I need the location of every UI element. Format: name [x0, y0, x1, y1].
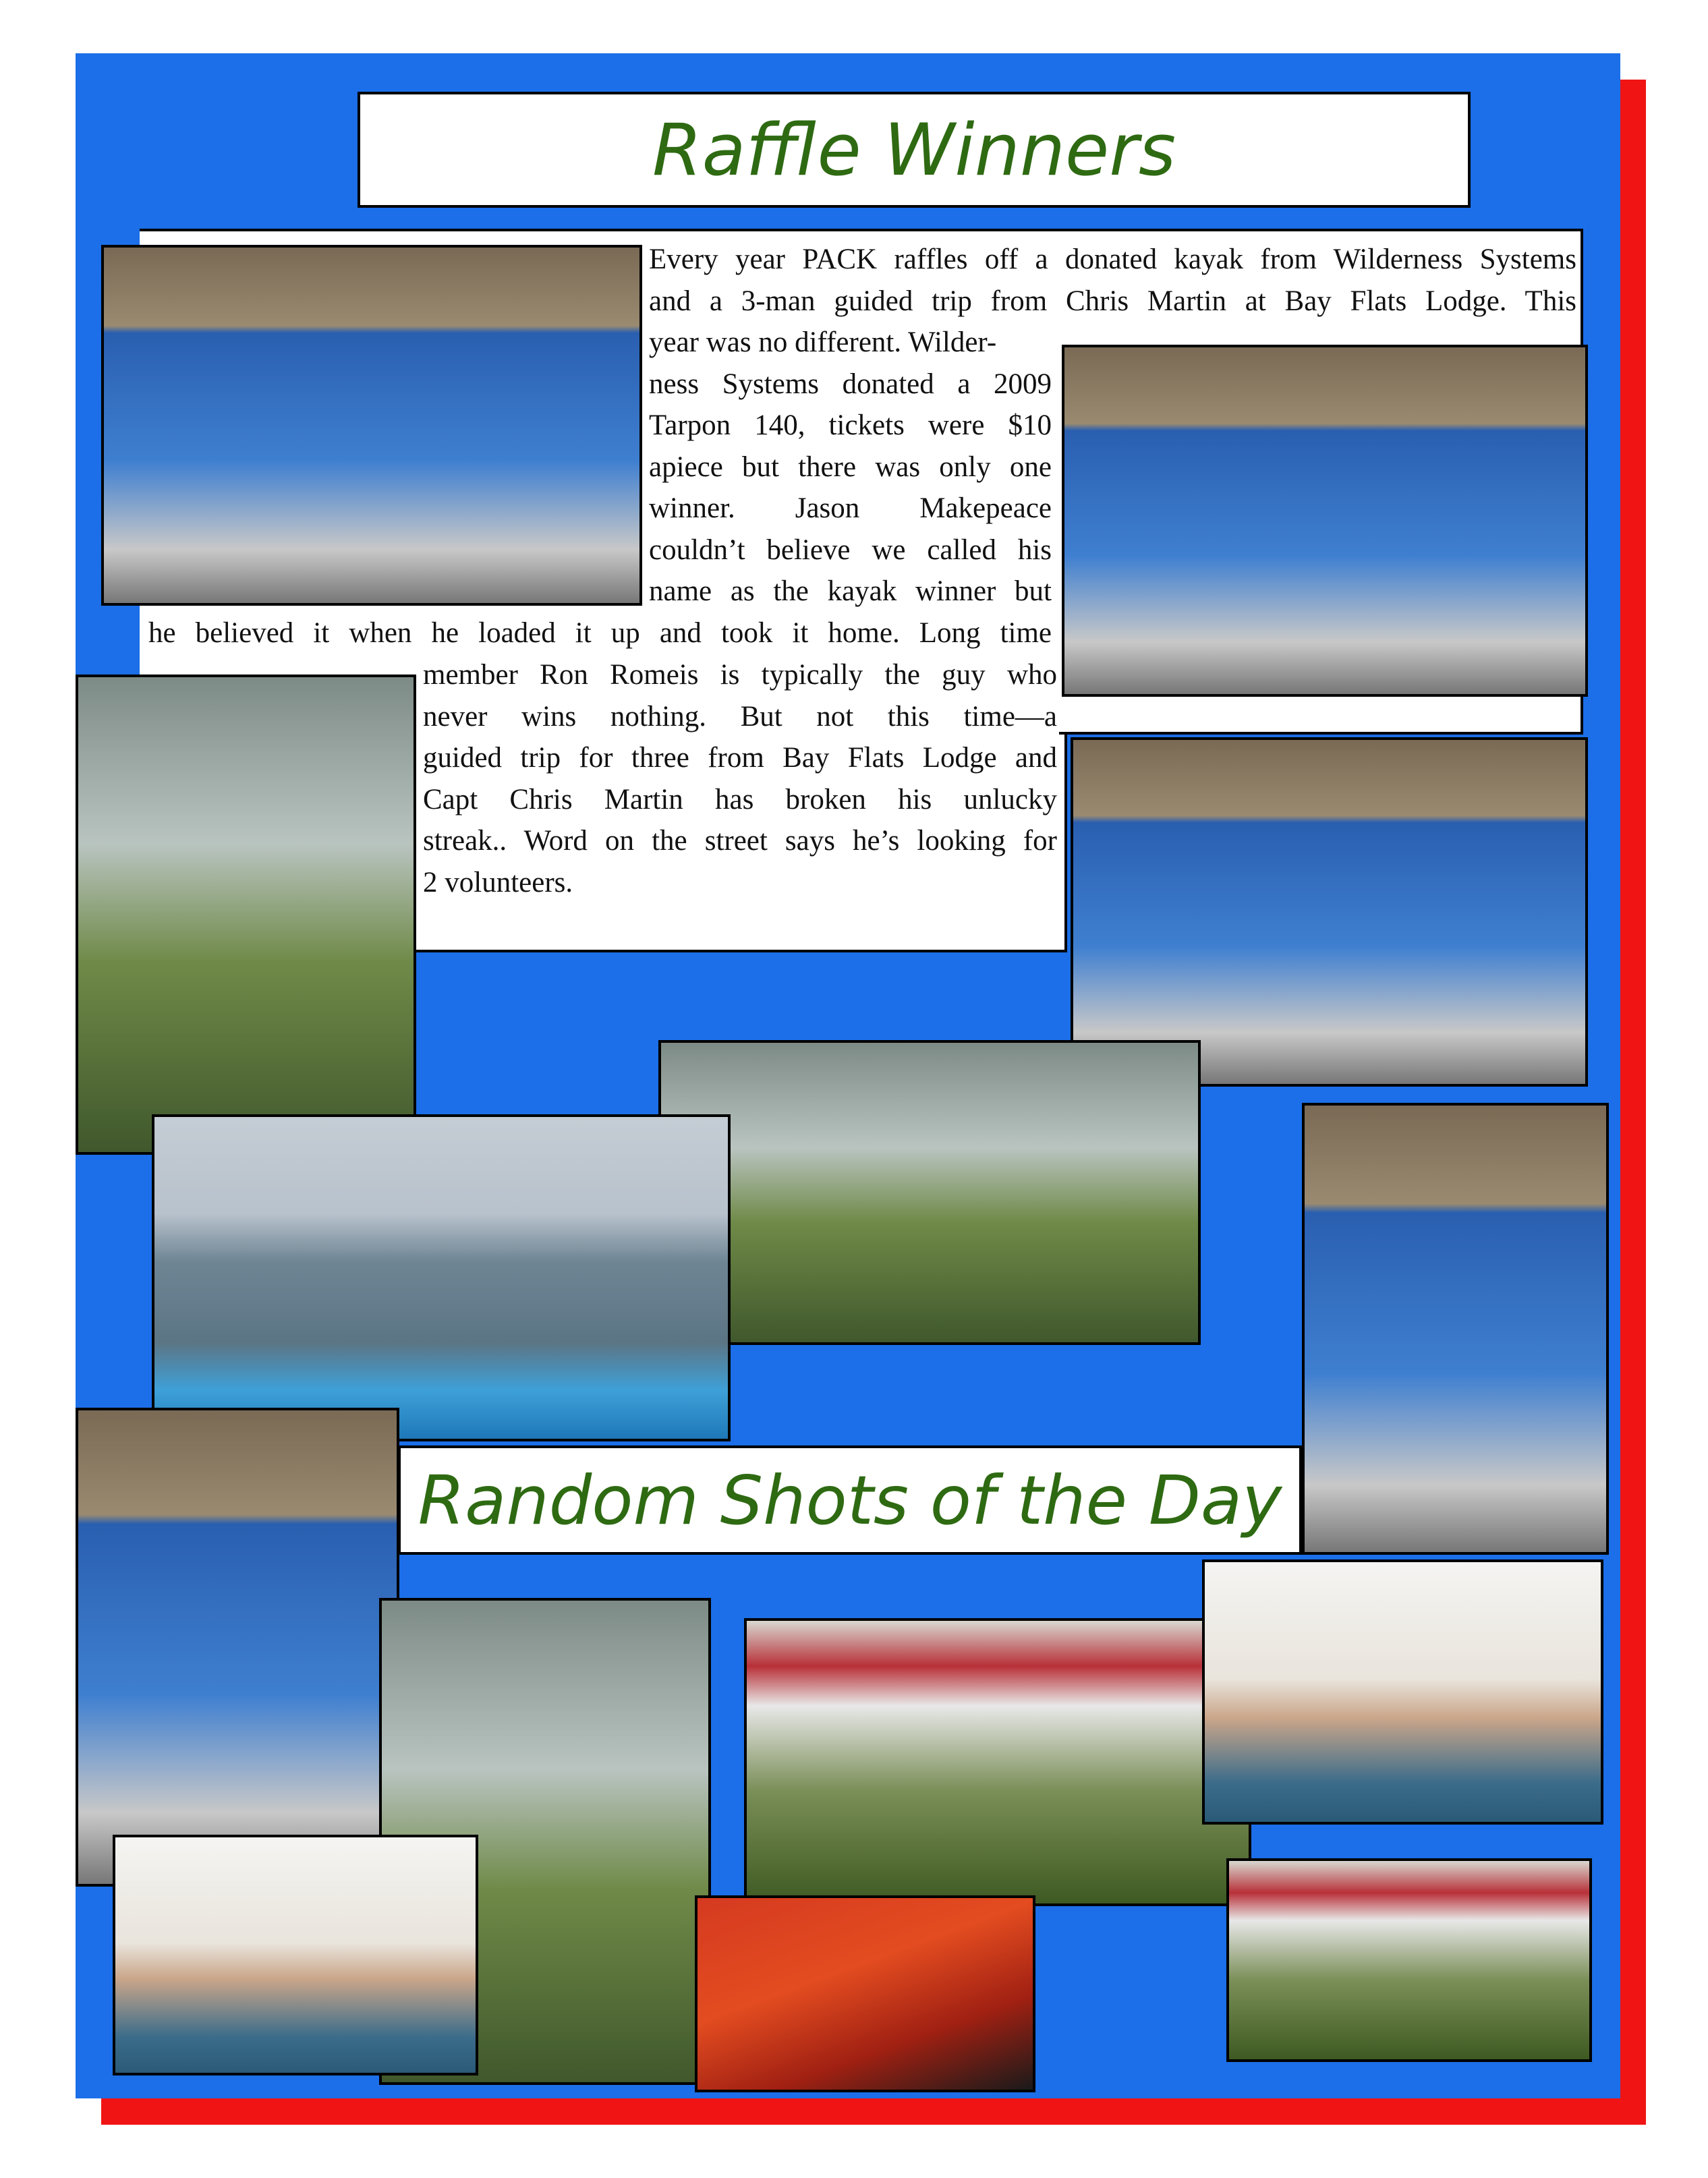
random-shots-heading — [398, 1445, 1302, 1555]
article-lines-full-1 — [649, 239, 1576, 322]
photo-two-men-smiling — [1202, 1559, 1603, 1825]
article-line: 2 volunteers. — [423, 866, 573, 898]
article-line: he believed it when he loaded it up and took it home. Long time — [148, 617, 1052, 649]
article-line: Tarpon 140, tickets were $10 — [649, 409, 1052, 441]
article-box-top-border — [140, 229, 1583, 231]
article-line: streak.. Word on the street says he’s looking for — [423, 825, 1057, 857]
article-line: member Ron Romeis is typically the guy who — [423, 659, 1057, 691]
article-line: name as the kayak winner but — [649, 575, 1052, 607]
photo-canopies-crowd — [1226, 1858, 1592, 2062]
article-line: Capt Chris Martin has broken his unlucky — [423, 783, 1057, 815]
article-line: Every year PACK raffles off a donated kayak from Wilderness Systems — [649, 243, 1576, 275]
article-line: and a 3-man guided trip from Chris Martin at Bay Flats Lodge. This — [649, 285, 1576, 317]
photo-tent-gathering — [744, 1618, 1251, 1906]
article-line: year was no different. Wilder- — [649, 326, 997, 358]
photo-wilderness-sponsor-sign — [101, 245, 642, 606]
photo-man-with-cooler-bag — [1302, 1103, 1609, 1555]
article-line: never wins nothing. But not this time—a — [423, 700, 1057, 733]
photo-bay-flats-sign-raised — [1071, 737, 1588, 1087]
article-line: apiece but there was only one — [649, 451, 1052, 483]
raffle-winners-heading-text: Raffle Winners — [652, 108, 1176, 192]
article-line: guided trip for three from Bay Flats Lodge and — [423, 742, 1057, 774]
article-line-wide — [148, 612, 1052, 654]
photo-man-in-chair — [658, 1040, 1201, 1345]
article-line: ness Systems donated a 2009 — [649, 368, 1052, 400]
photo-woman-with-kayak-bag — [76, 1408, 399, 1887]
article-line: couldn’t believe we called his — [649, 534, 1052, 566]
photo-tarpon-140-kayak — [695, 1895, 1035, 2092]
photo-boy-with-whistle — [113, 1835, 478, 2075]
raffle-winners-heading — [358, 92, 1471, 208]
photo-kayak-on-grass — [76, 675, 416, 1155]
random-shots-heading-text: Random Shots of the Day — [418, 1460, 1282, 1540]
photo-kayakers-on-water — [152, 1114, 731, 1441]
photo-bay-flats-sponsor-sign — [1062, 345, 1588, 697]
article-line: winner. Jason Makepeace — [649, 492, 1052, 524]
article-lines-narrow — [649, 322, 1052, 612]
article-lines-lower — [423, 654, 1057, 903]
